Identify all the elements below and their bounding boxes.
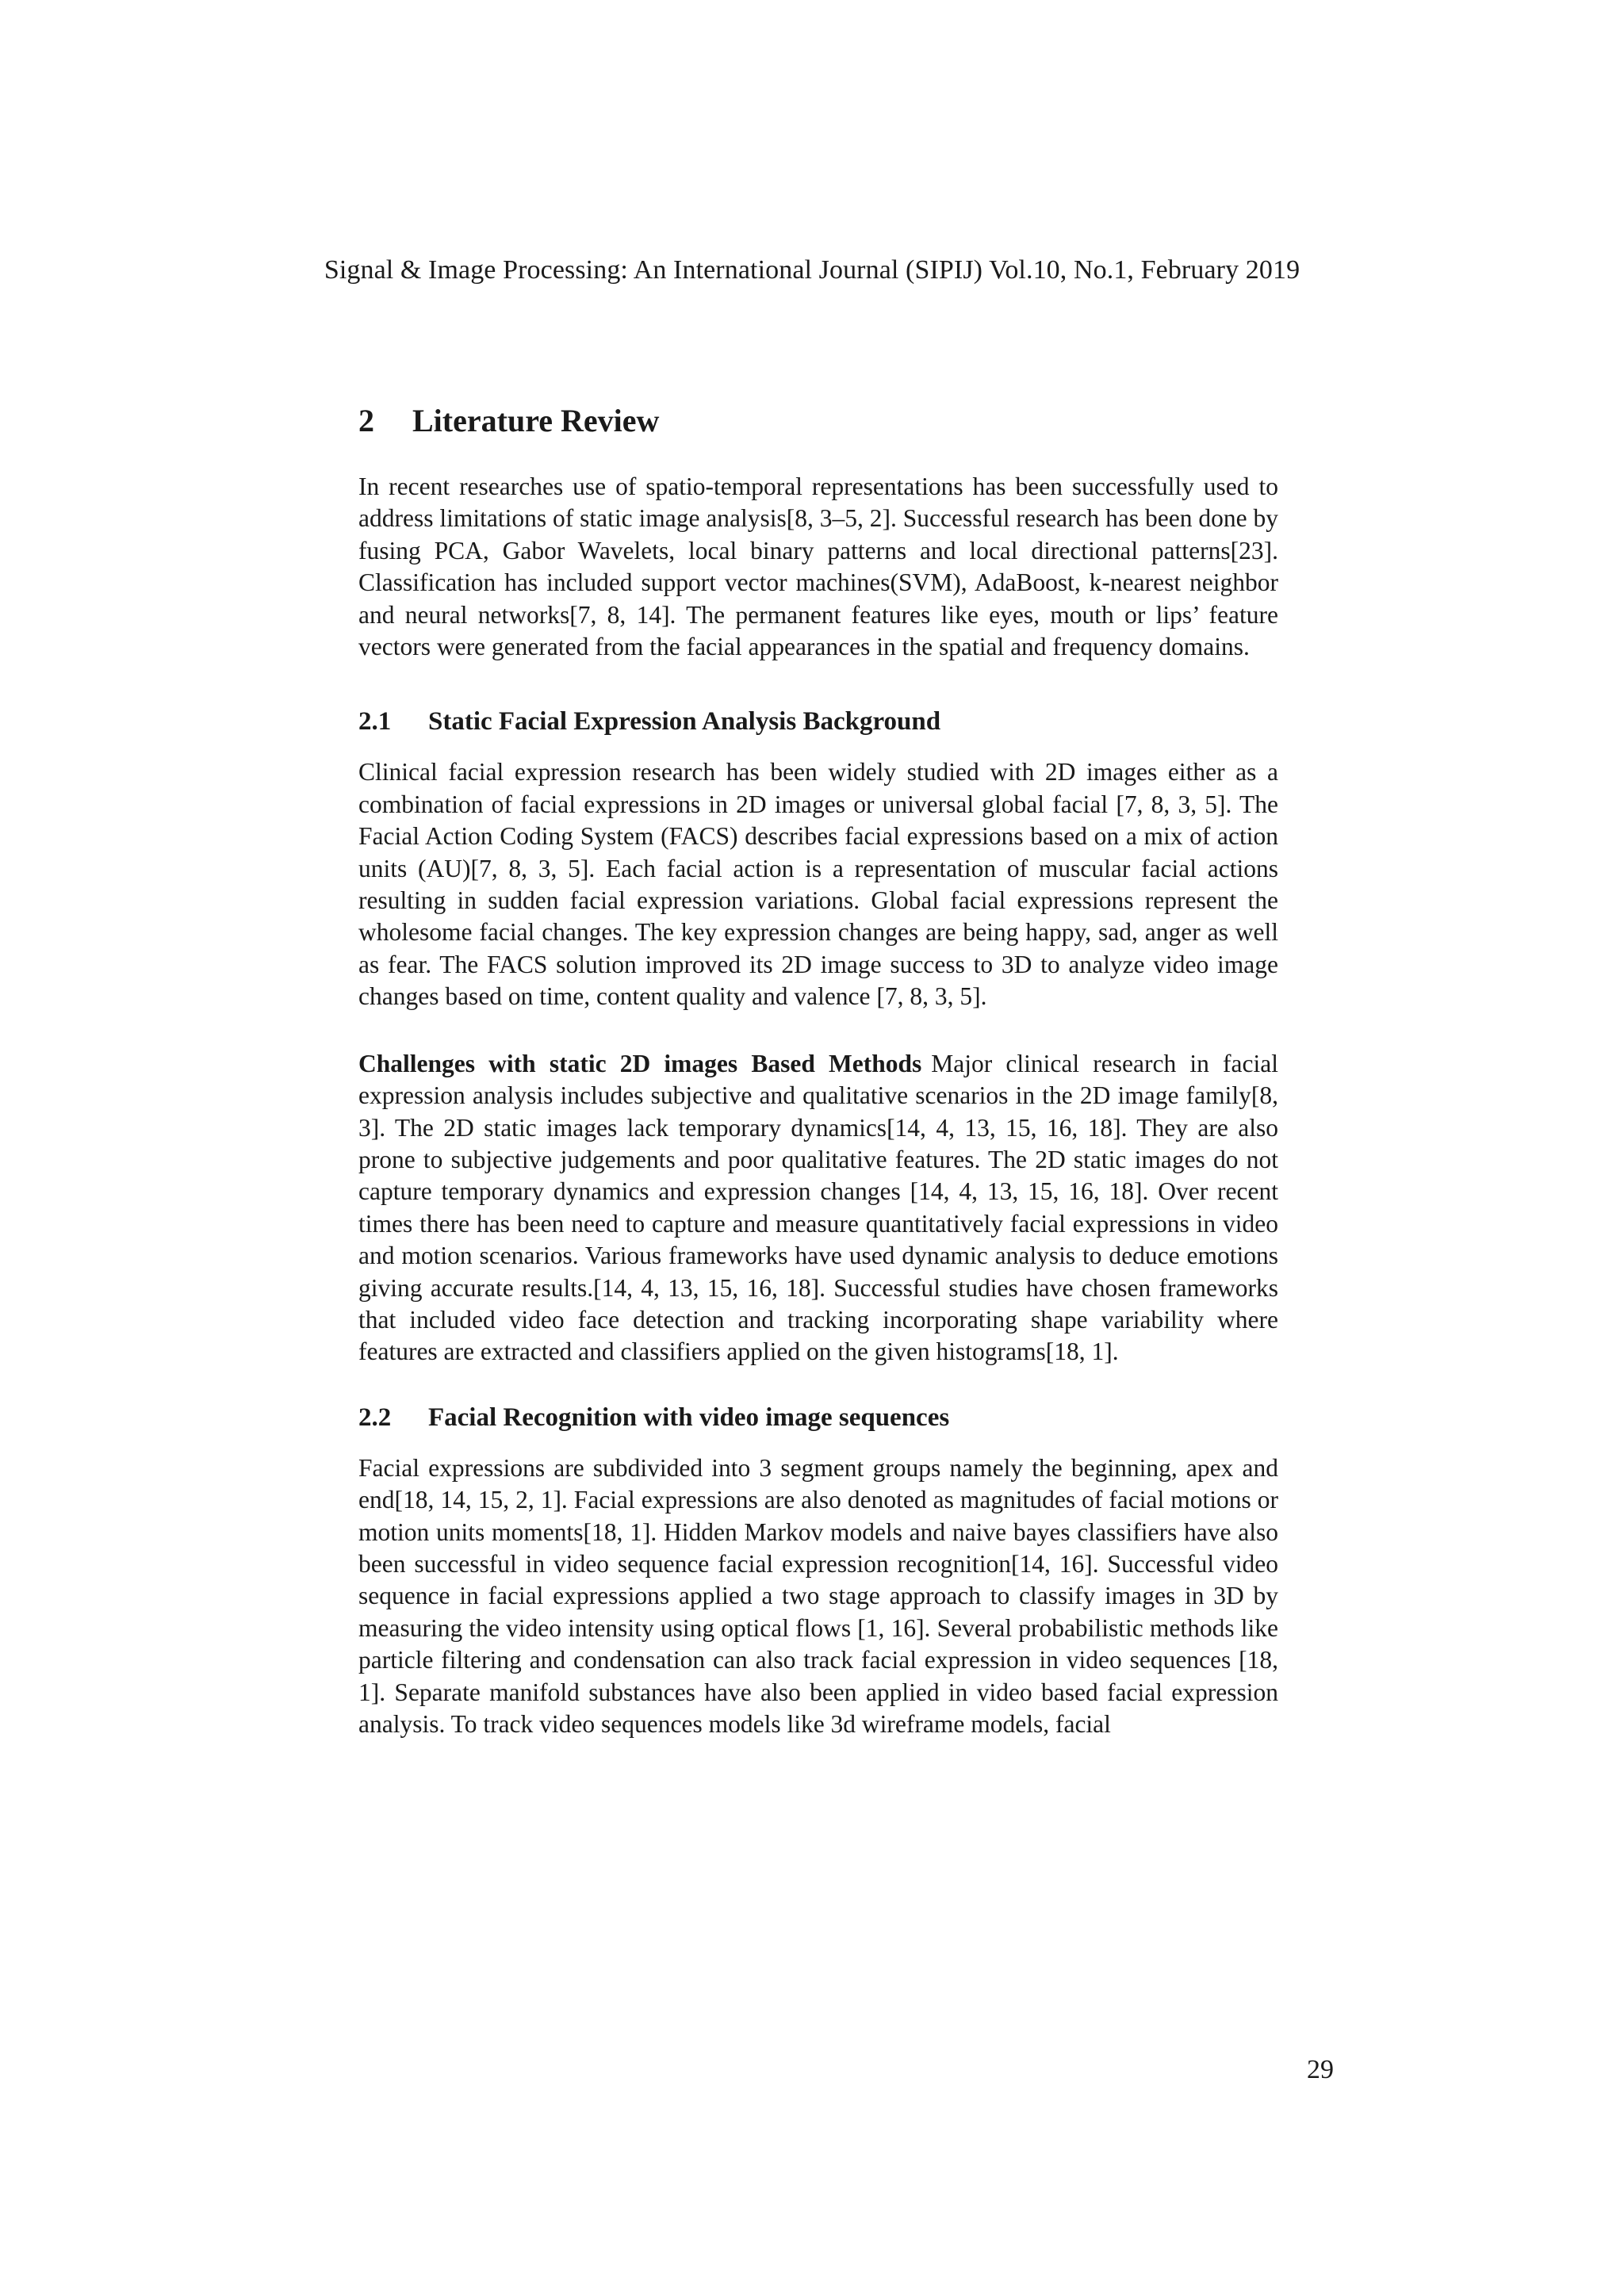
challenges-paragraph xyxy=(358,1048,1278,1368)
subsection-title-text-2-2: Facial Recognition with video image sequences xyxy=(428,1402,950,1432)
subsection-title-text-2-1: Static Facial Expression Analysis Background xyxy=(428,707,941,737)
challenges-text: Major clinical research in facial expression analysis includes subjective and qualitative scenarios in the 2D image family[8, 3]. The 2D static images lack temporary dynamics[14, 4, 13, 15, 16, 18]. They are also prone to subjective judgements and poor qualitative features. The 2D static images do not capture temporary dynamics and expression changes [14, 4, 13, 15, 16, 18]. Over recent times there has been need to capture and measure quantitatively facial expressions in video and motion scenarios. Various frameworks have used dynamic analysis to deduce emotions giving accurate results.[14, 4, 13, 15, 16, 18]. Successful studies have chosen frameworks that included video face detection and tracking incorporating shape variability where features are extracted and classifiers applied on the given histograms[18, 1]. xyxy=(358,1049,1278,1366)
subsection-title-2-1 xyxy=(358,704,1278,739)
challenges-heading: Challenges with static 2D images Based Methods xyxy=(358,1049,922,1077)
subsection-number-2-2: 2.2 xyxy=(358,1402,392,1432)
subsection-title-2-2 xyxy=(358,1400,1278,1435)
section-number: 2 xyxy=(358,403,374,438)
section-title xyxy=(358,400,1278,442)
subsection-number-2-1: 2.1 xyxy=(358,707,392,737)
intro-paragraph: In recent researches use of spatio-temporal representations has been successfully used to address limitations of static image analysis[8, 3–5, 2]. Successful research has been done by fusing PCA, Gabor Wavelets, local binary patterns and local directional patterns[23]. Classification has included support vector machines(SVM), AdaBoost, k-nearest neighbor and neural networks[7, 8, 14]. The permanent features like eyes, mouth or lips’ feature vectors were generated from the facial appearances in the spatial and frequency domains. xyxy=(358,473,1278,661)
section-title-text: Literature Review xyxy=(412,403,660,438)
page-body xyxy=(358,400,1278,1740)
video-sequences-paragraph: Facial expressions are subdivided into 3 segment groups namely the beginning, apex and end[18, 14, 15, 2, 1]. Facial expressions are also denoted as magnitudes of facial motions or motion units moments[18, 1]. Hidden Markov models and naive bayes classifiers have also been successful in video sequence facial expression recognition[14, 16]. Successful video sequence in facial expressions applied a two stage approach to classify images in 3D by measuring the video intensity using optical flows [1, 16]. Several probabilistic methods like particle filtering and condensation can also track facial expression in video sequences [18, 1]. Separate manifold substances have also been applied in video based facial expression analysis. To track video sequences models like 3d wireframe models, facial xyxy=(358,1453,1278,1738)
static-analysis-paragraph: Clinical facial expression research has been widely studied with 2D images either as a combination of facial expressions in 2D images or universal global facial [7, 8, 3, 5]. The Facial Action Coding System (FACS) describes facial expressions based on a mix of action units (AU)[7, 8, 3, 5]. Each facial action is a representation of muscular facial actions resulting in sudden facial expression variations. Global facial expressions represent the wholesome facial changes. The key expression changes are being happy, sad, anger as well as fear. The FACS solution improved its 2D image success to 3D to analyze video image changes based on time, content quality and valence [7, 8, 3, 5]. xyxy=(358,758,1278,1011)
running-header: Signal & Image Processing: An International Journal (SIPIJ) Vol.10, No.1, February 2019 xyxy=(324,255,1300,285)
page-number: 29 xyxy=(1307,2055,1334,2084)
